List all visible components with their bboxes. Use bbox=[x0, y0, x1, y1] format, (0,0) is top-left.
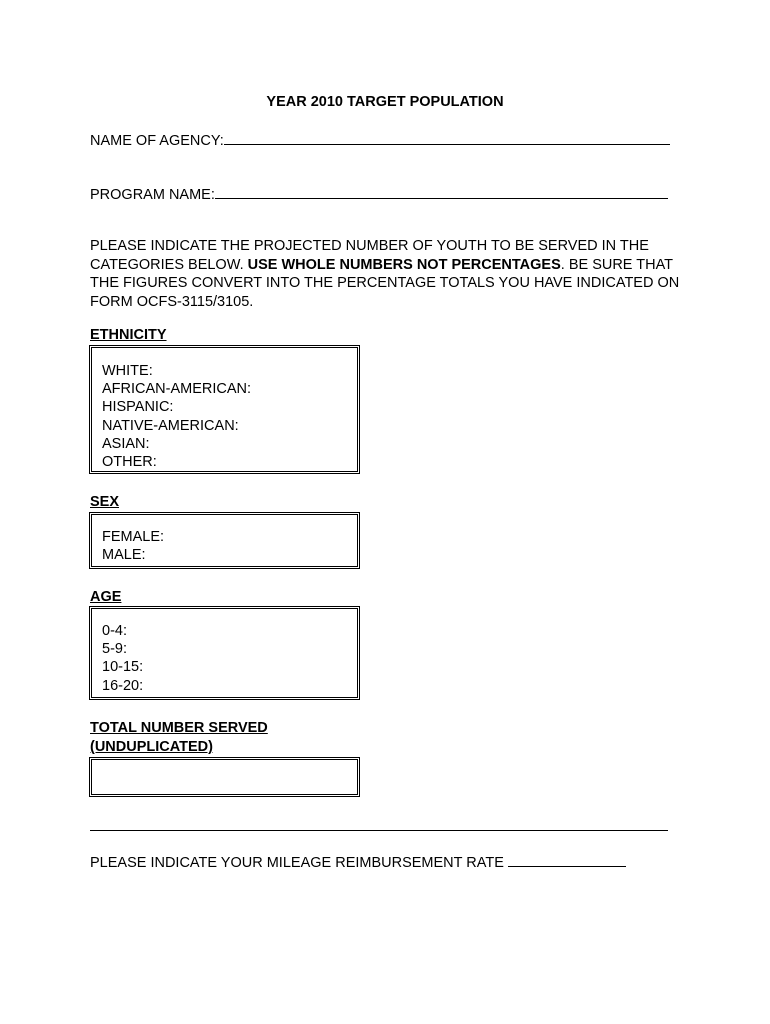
instructions-emphasis: USE WHOLE NUMBERS NOT PERCENTAGES bbox=[247, 256, 561, 273]
total-heading-line2: (UNDUPLICATED) bbox=[90, 739, 213, 755]
instructions-text-2: . BE SURE THAT THE FIGURES CONVERT INTO THE PERCENTAGE TOTALS YOU HAVE INDICATED ON FORM OCFS-3115/3105. bbox=[90, 256, 680, 310]
age-10-15-field[interactable]: 10-15: bbox=[102, 659, 144, 676]
agency-name-field[interactable] bbox=[224, 129, 670, 145]
program-row bbox=[90, 183, 668, 203]
total-heading bbox=[90, 719, 268, 757]
mileage-row bbox=[90, 851, 626, 871]
ethnicity-list bbox=[102, 362, 251, 471]
page-title: YEAR 2010 TARGET POPULATION bbox=[266, 94, 504, 110]
age-heading: AGE bbox=[90, 589, 122, 605]
age-16-20-field[interactable]: 16-20: bbox=[102, 677, 144, 694]
sex-heading: SEX bbox=[90, 494, 120, 510]
agency-label: NAME OF AGENCY: bbox=[90, 133, 224, 149]
ethnicity-asian-field[interactable]: ASIAN: bbox=[102, 435, 150, 452]
mileage-label: PLEASE INDICATE YOUR MILEAGE REIMBURSEMENT RATE bbox=[90, 855, 504, 871]
ethnicity-white-field[interactable]: WHITE: bbox=[102, 363, 153, 379]
age-list bbox=[102, 622, 143, 695]
ethnicity-native-american-field[interactable]: NATIVE-AMERICAN: bbox=[102, 417, 239, 434]
program-label: PROGRAM NAME: bbox=[90, 187, 215, 203]
age-5-9-field[interactable]: 5-9: bbox=[102, 641, 127, 658]
total-served-box[interactable] bbox=[89, 757, 360, 797]
instructions-text-1: PLEASE INDICATE THE PROJECTED NUMBER OF YOUTH TO BE SERVED IN THE CATEGORIES BELOW. bbox=[90, 238, 649, 273]
ethnicity-african-american-field[interactable]: AFRICAN-AMERICAN: bbox=[102, 381, 252, 398]
sex-female-field[interactable]: FEMALE: bbox=[102, 529, 165, 545]
sex-list bbox=[102, 528, 164, 564]
total-heading-line1: TOTAL NUMBER SERVED bbox=[90, 720, 268, 736]
mileage-rate-field[interactable] bbox=[508, 851, 626, 867]
agency-row bbox=[90, 129, 670, 149]
divider-line bbox=[90, 830, 668, 831]
instructions-paragraph bbox=[90, 237, 690, 311]
ethnicity-hispanic-field[interactable]: HISPANIC: bbox=[102, 399, 174, 416]
program-name-field[interactable] bbox=[215, 183, 668, 199]
ethnicity-other-field[interactable]: OTHER: bbox=[102, 454, 157, 471]
age-0-4-field[interactable]: 0-4: bbox=[102, 623, 127, 639]
sex-male-field[interactable]: MALE: bbox=[102, 547, 146, 564]
ethnicity-heading: ETHNICITY bbox=[90, 327, 167, 343]
